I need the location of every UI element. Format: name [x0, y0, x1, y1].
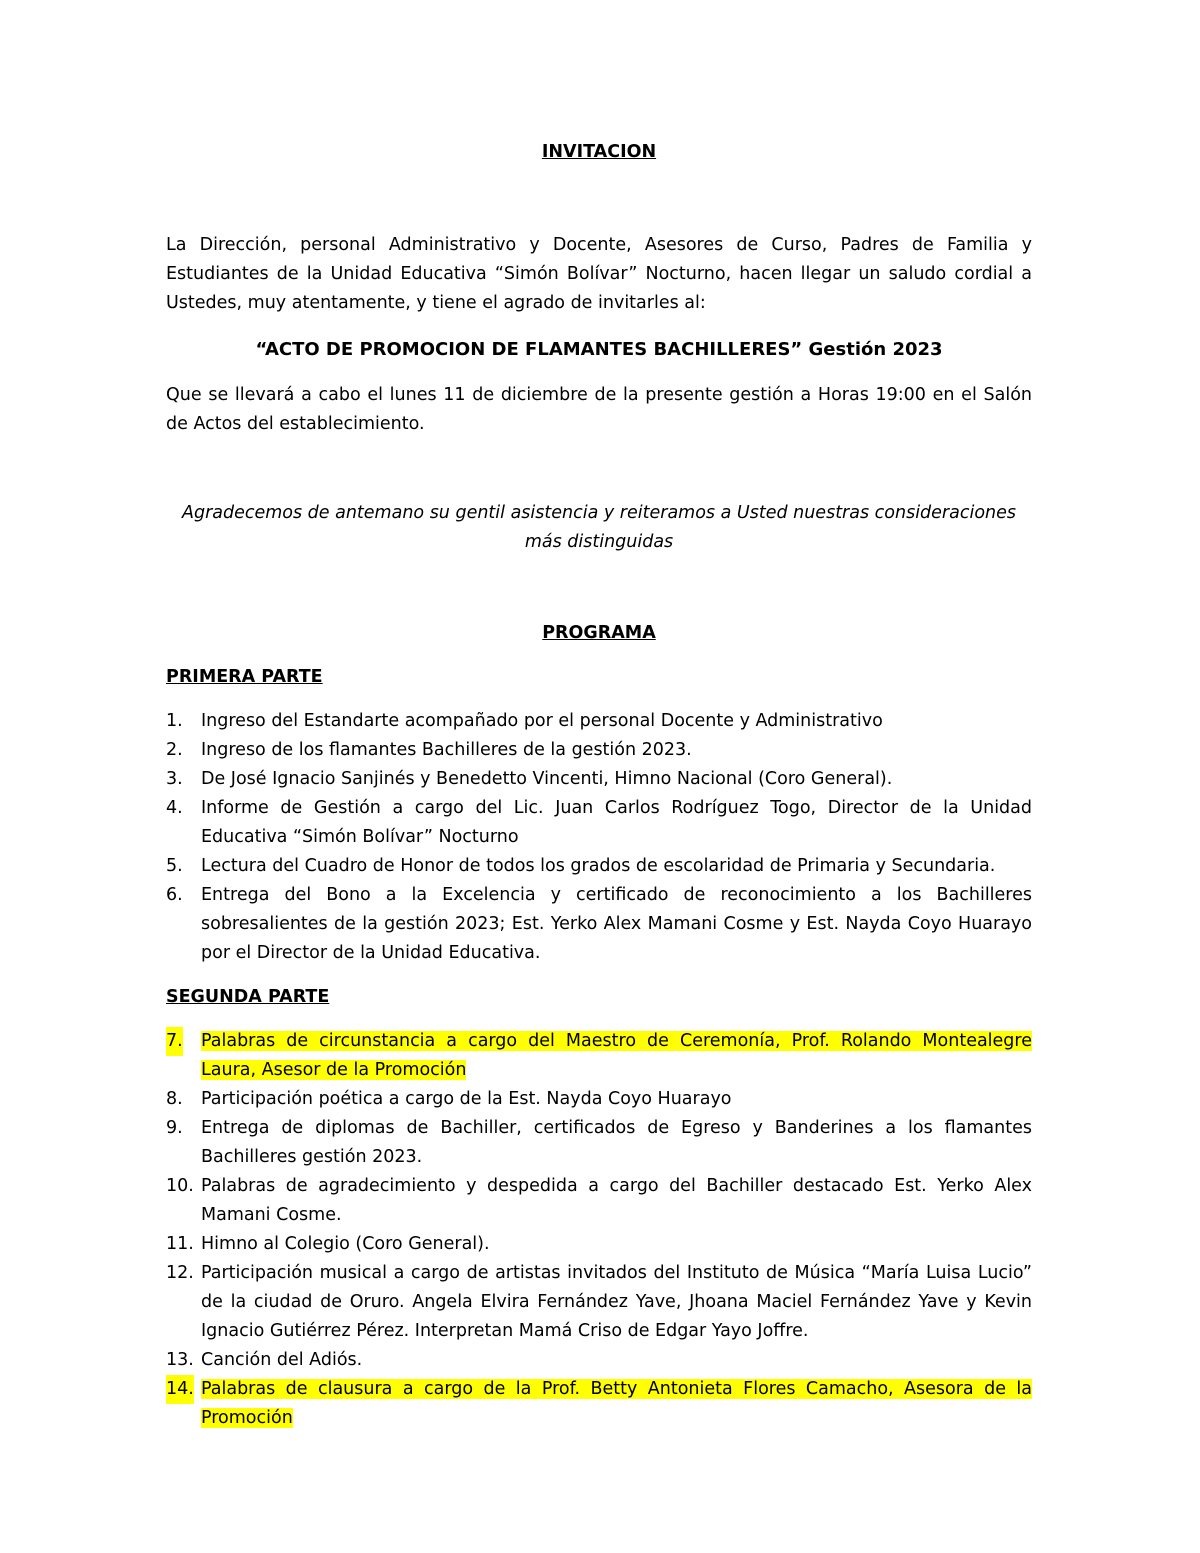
list-item	[166, 707, 1032, 736]
item-number: 12.	[166, 1263, 194, 1283]
list-item	[166, 1172, 1032, 1230]
item-number: 13.	[166, 1350, 194, 1370]
list-item	[166, 881, 1032, 968]
item-number: 14.	[166, 1375, 194, 1404]
item-text: Entrega de diplomas de Bachiller, certificados de Egreso y Banderines a los flamantes Bachilleres gestión 2023.	[201, 1118, 1032, 1167]
item-text: Canción del Adiós.	[201, 1350, 363, 1370]
item-text: Palabras de circunstancia a cargo del Maestro de Ceremonía, Prof. Rolando Montealegre Laura, Asesor de la Promoción	[201, 1031, 1032, 1080]
item-number: 8.	[166, 1089, 183, 1109]
item-number: 9.	[166, 1118, 183, 1138]
list-item	[166, 1230, 1032, 1259]
event-detail-paragraph: Que se llevará a cabo el lunes 11 de diciembre de la presente gestión a Horas 19:00 en el Salón de Actos del establecimiento.	[166, 385, 1032, 434]
list-item	[166, 794, 1032, 852]
section-title-part1: PRIMERA PARTE	[166, 667, 323, 687]
item-text: Entrega del Bono a la Excelencia y certificado de reconocimiento a los Bachilleres sobresalientes de la gestión 2023; Est. Yerko Alex Mamani Cosme y Est. Nayda Coyo Huarayo por el Director de la Unidad Educativa.	[201, 885, 1032, 963]
list-item	[166, 852, 1032, 881]
item-number: 6.	[166, 885, 183, 905]
item-text: Participación musical a cargo de artistas invitados del Instituto de Música “María Luisa Lucio” de la ciudad de Oruro. Angela Elvira Fernández Yave, Jhoana Maciel Fernández Yave y Kevin Ignacio Gutiérrez Pérez. Interpretan Mamá Criso de Edgar Yayo Joffre.	[201, 1263, 1032, 1341]
list-item	[166, 765, 1032, 794]
list-item	[166, 1346, 1032, 1375]
item-number: 11.	[166, 1234, 194, 1254]
item-number: 7.	[166, 1027, 183, 1056]
document-title: INVITACION	[541, 142, 657, 162]
program-list-part2	[166, 1027, 1032, 1433]
item-number: 4.	[166, 798, 183, 818]
section-title-part2: SEGUNDA PARTE	[166, 987, 330, 1007]
item-text: Himno al Colegio (Coro General).	[201, 1234, 490, 1254]
item-text: Informe de Gestión a cargo del Lic. Juan Carlos Rodríguez Togo, Director de la Unidad Educativa “Simón Bolívar” Nocturno	[201, 798, 1032, 847]
thanks-paragraph: Agradecemos de antemano su gentil asistencia y reiteramos a Usted nuestras consideraciones más distinguidas	[181, 503, 1017, 552]
item-text: Lectura del Cuadro de Honor de todos los grados de escolaridad de Primaria y Secundaria.	[201, 856, 996, 876]
item-text: De José Ignacio Sanjinés y Benedetto Vincenti, Himno Nacional (Coro General).	[201, 769, 893, 789]
item-text: Ingreso del Estandarte acompañado por el personal Docente y Administrativo	[201, 711, 883, 731]
intro-paragraph: La Dirección, personal Administrativo y Docente, Asesores de Curso, Padres de Familia y Estudiantes de la Unidad Educativa “Simón Bolívar” Nocturno, hacen llegar un saludo cordial a Ustedes, muy atentamente, y tiene el agrado de invitarles al:	[166, 235, 1032, 313]
list-item	[166, 1085, 1032, 1114]
item-text: Palabras de clausura a cargo de la Prof. Betty Antonieta Flores Camacho, Asesora de la Promoción	[201, 1379, 1032, 1428]
item-number: 3.	[166, 769, 183, 789]
item-number: 10.	[166, 1176, 194, 1196]
list-item	[166, 1114, 1032, 1172]
list-item-highlighted	[166, 1027, 1032, 1085]
list-item-highlighted	[166, 1375, 1032, 1433]
event-title: “ACTO DE PROMOCION DE FLAMANTES BACHILLERES” Gestión 2023	[255, 339, 943, 360]
item-number: 5.	[166, 856, 183, 876]
program-title: PROGRAMA	[542, 623, 656, 643]
item-text: Participación poética a cargo de la Est. Nayda Coyo Huarayo	[201, 1089, 732, 1109]
program-list-part1	[166, 707, 1032, 968]
list-item	[166, 736, 1032, 765]
item-number: 2.	[166, 740, 183, 760]
item-text: Ingreso de los flamantes Bachilleres de la gestión 2023.	[201, 740, 692, 760]
list-item	[166, 1259, 1032, 1346]
item-number: 1.	[166, 711, 183, 731]
item-text: Palabras de agradecimiento y despedida a cargo del Bachiller destacado Est. Yerko Alex Mamani Cosme.	[201, 1176, 1032, 1225]
